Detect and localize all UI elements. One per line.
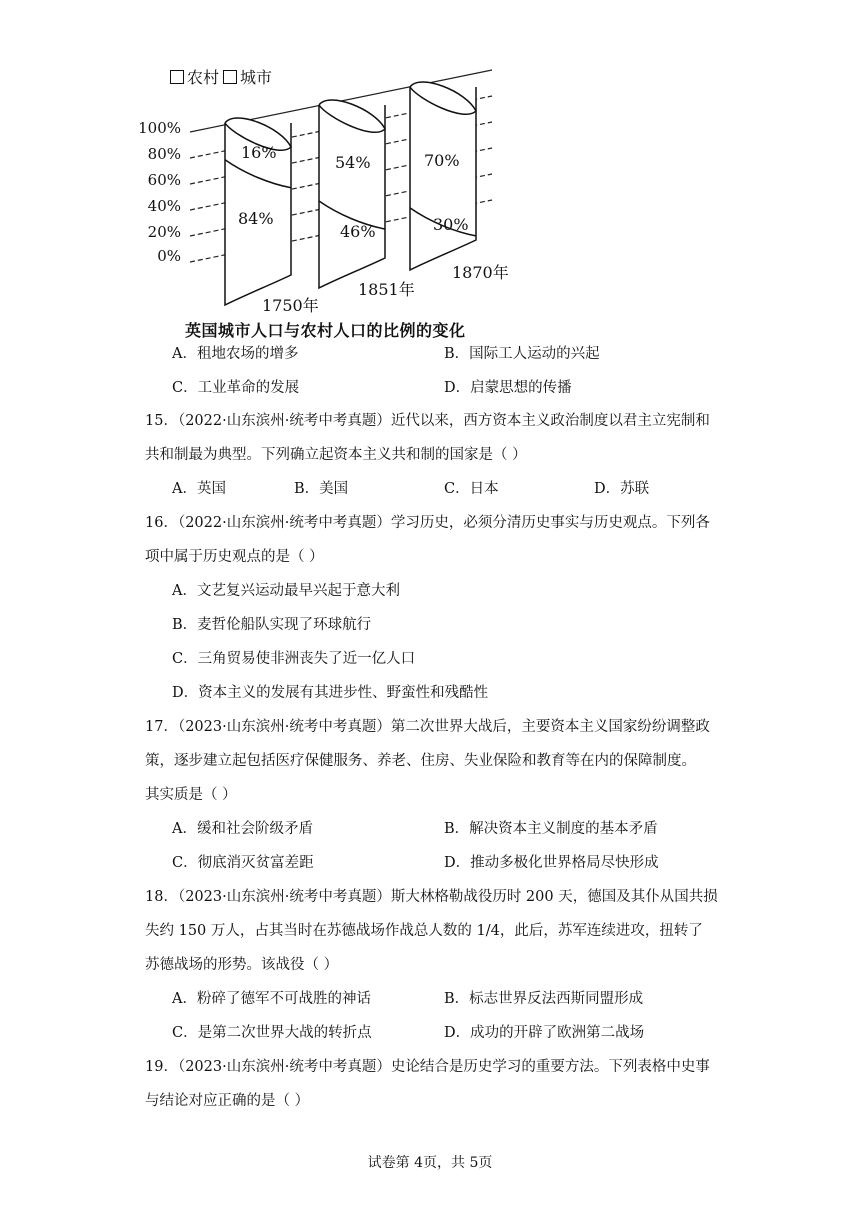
q18-option-d[interactable]: D．成功的开辟了欧洲第二战场 [444, 1025, 645, 1041]
chart-legend [170, 65, 276, 88]
label-rural-1870: 30% [433, 215, 469, 234]
y-tick: 40% [147, 197, 181, 215]
legend-rural: 农村 [187, 68, 220, 87]
q14-option-b[interactable]: B．国际工人运动的兴起 [444, 346, 600, 362]
legend-box-icon [170, 70, 184, 84]
q16-option-c[interactable]: C．三角贸易使非洲丧失了近一亿人口 [172, 651, 416, 667]
q16-option-d[interactable]: D．资本主义的发展有其进步性、野蛮性和残酷性 [172, 685, 489, 701]
y-tick: 60% [147, 171, 181, 189]
label-urban-1750: 16% [241, 143, 277, 162]
q18-options-row1 [172, 987, 732, 1017]
q18-option-b[interactable]: B．标志世界反法西斯同盟形成 [444, 991, 644, 1007]
q15-text-line2: 共和制最为典型。下列确立起资本主义共和制的国家是（ ） [145, 447, 527, 463]
legend-urban: 城市 [240, 68, 273, 87]
chart-title: 英国城市人口与农村人口的比例的变化 [185, 321, 466, 340]
q15-text-line1: 15．（2022·山东滨州·统考中考真题）近代以来，西方资本主义政治制度以君主立宪制和 [145, 413, 710, 429]
year-1851: 1851年 [358, 280, 415, 299]
q17-text-line2: 策，逐步建立起包括医疗保健服务、养老、住房、失业保险和教育等在内的保障制度。 [145, 753, 696, 769]
year-1750: 1750年 [262, 296, 319, 315]
q17-option-d[interactable]: D．推动多极化世界格局尽快形成 [444, 855, 659, 871]
q15-option-b[interactable]: B．美国 [294, 481, 349, 497]
legend-box-icon [223, 70, 237, 84]
q17-text-line3: 其实质是（ ） [145, 787, 237, 803]
q18-text-line3: 苏德战场的形势。该战役（ ） [145, 957, 339, 973]
q17-text-line1: 17．（2023·山东滨州·统考中考真题）第二次世界大战后，主要资本主义国家纷纷调整政 [145, 719, 710, 735]
q18-text-line1: 18．（2023·山东滨州·统考中考真题）斯大林格勒战役历时 200 天，德国及其仆从国共损 [145, 889, 718, 905]
q18-option-c[interactable]: C．是第二次世界大战的转折点 [172, 1025, 372, 1041]
label-rural-1851: 46% [340, 222, 376, 241]
chart-svg [130, 55, 530, 345]
q14-options-row1 [172, 342, 732, 372]
y-tick: 80% [147, 145, 181, 163]
y-tick: 20% [147, 223, 181, 241]
q18-text-line2: 失约 150 万人，占其当时在苏德战场作战总人数的 1/4，此后，苏军连续进攻，扭转了 [145, 923, 703, 939]
population-chart [130, 55, 530, 345]
q14-option-d[interactable]: D．启蒙思想的传播 [444, 380, 572, 396]
q17-option-c[interactable]: C．彻底消灭贫富差距 [172, 855, 314, 871]
page-footer: 试卷第 4页，共 5页 [367, 1155, 493, 1171]
label-rural-1750: 84% [238, 209, 274, 228]
q19-text-line1: 19．（2023·山东滨州·统考中考真题）史论结合是历史学习的重要方法。下列表格中史事 [145, 1059, 710, 1075]
q16-text-line2: 项中属于历史观点的是（ ） [145, 549, 324, 565]
y-tick: 100% [138, 119, 181, 137]
q19-text-line2: 与结论对应正确的是（ ） [145, 1093, 310, 1109]
q18-options-row2 [172, 1021, 732, 1051]
y-tick: 0% [157, 247, 181, 265]
q16-text-line1: 16．（2022·山东滨州·统考中考真题）学习历史，必须分清历史事实与历史观点。下列各 [145, 515, 710, 531]
q15-options [172, 477, 732, 507]
q17-option-b[interactable]: B．解决资本主义制度的基本矛盾 [444, 821, 658, 837]
q14-option-a[interactable]: A．租地农场的增多 [172, 346, 299, 362]
q15-option-c[interactable]: C．日本 [444, 481, 499, 497]
label-urban-1851: 54% [335, 153, 371, 172]
q14-option-c[interactable]: C．工业革命的发展 [172, 380, 300, 396]
q17-option-a[interactable]: A．缓和社会阶级矛盾 [172, 821, 313, 837]
q18-option-a[interactable]: A．粉碎了德军不可战胜的神话 [172, 991, 371, 1007]
q17-options-row1 [172, 817, 732, 847]
q14-options-row2 [172, 376, 732, 406]
q15-option-d[interactable]: D．苏联 [594, 481, 650, 497]
q16-option-a[interactable]: A．文艺复兴运动最早兴起于意大利 [172, 583, 400, 599]
year-1870: 1870年 [452, 263, 509, 282]
q17-options-row2 [172, 851, 732, 881]
label-urban-1870: 70% [424, 151, 460, 170]
q16-option-b[interactable]: B．麦哲伦船队实现了环球航行 [172, 617, 372, 633]
q15-option-a[interactable]: A．英国 [172, 481, 226, 497]
